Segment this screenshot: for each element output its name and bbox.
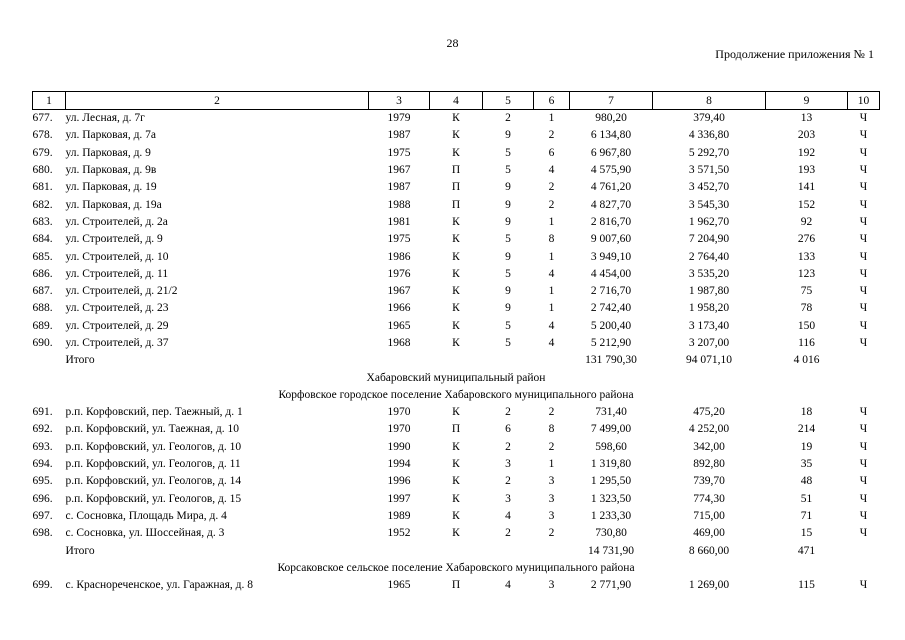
cell-wall-material: К xyxy=(452,492,460,505)
cell-total-area: 6 134,80 xyxy=(590,129,632,142)
cell-wall-material: П xyxy=(451,164,461,177)
cell-ownership: Ч xyxy=(859,337,868,349)
cell-living-area: 1 987,80 xyxy=(688,285,730,298)
cell-ownership: Ч xyxy=(859,579,868,592)
living-area-sum: 94 071,10 xyxy=(686,354,732,367)
cell-ownership: Ч xyxy=(859,285,868,298)
table-row xyxy=(33,456,880,473)
table-row xyxy=(33,231,880,248)
table-row xyxy=(33,145,880,162)
table-row xyxy=(33,508,880,525)
cell-row-number: 686. xyxy=(32,267,53,280)
cell-residents: 152 xyxy=(797,198,816,211)
cell-total-area: 2 716,70 xyxy=(590,285,632,298)
table-row xyxy=(33,127,880,144)
cell-entrances: 1 xyxy=(548,250,555,263)
cell-row-number: 698. xyxy=(32,527,53,540)
cell-empty xyxy=(33,542,66,559)
cell-total-area: 980,20 xyxy=(595,112,627,125)
cell-living-area: 1 962,70 xyxy=(688,215,730,228)
cell-floors: 5 xyxy=(505,267,511,280)
cell-wall-material: П xyxy=(451,181,461,194)
cell-residents: 123 xyxy=(797,267,816,280)
cell-wall-material: П xyxy=(451,579,461,592)
cell-floors: 4 xyxy=(505,509,511,522)
cell-total-area: 4 761,20 xyxy=(590,181,632,194)
cell-residents: 150 xyxy=(797,319,816,332)
cell-ownership: Ч xyxy=(859,475,868,488)
cell-total-area: 2 771,90 xyxy=(590,579,632,592)
cell-row-number: 682. xyxy=(32,198,53,211)
cell-empty xyxy=(483,542,534,559)
cell-year-built: 1979 xyxy=(387,112,411,125)
cell-address: ул. Строителей, д. 2а xyxy=(65,215,168,228)
cell-living-area: 3 571,50 xyxy=(688,164,730,177)
cell-entrances: 2 xyxy=(548,440,555,453)
cell-living-area: 7 204,90 xyxy=(688,233,730,246)
cell-living-area: 379,40 xyxy=(693,112,725,125)
cell-wall-material: К xyxy=(452,129,460,142)
section-heading-row xyxy=(33,560,880,577)
cell-wall-material: К xyxy=(452,146,460,159)
cell-address: ул. Парковая, д. 7а xyxy=(65,129,157,142)
cell-year-built: 1997 xyxy=(387,492,411,505)
cell-floors: 5 xyxy=(505,164,511,177)
column-header-9: 9 xyxy=(766,92,848,110)
cell-year-built: 1986 xyxy=(387,250,411,263)
cell-ownership: Ч xyxy=(859,509,868,522)
cell-entrances: 3 xyxy=(548,475,555,488)
cell-entrances: 1 xyxy=(548,215,555,228)
cell-floors: 9 xyxy=(505,129,511,142)
total-row xyxy=(33,352,880,369)
cell-residents: 203 xyxy=(797,129,816,142)
total-label: Итого xyxy=(65,354,95,367)
cell-wall-material: К xyxy=(452,250,460,263)
cell-address: ул. Строителей, д. 23 xyxy=(65,302,169,315)
table-row xyxy=(33,110,880,128)
cell-total-area: 1 295,50 xyxy=(590,475,632,488)
cell-year-built: 1968 xyxy=(387,337,411,349)
cell-wall-material: К xyxy=(452,406,460,419)
cell-row-number: 678. xyxy=(32,129,53,142)
cell-wall-material: К xyxy=(452,233,460,246)
cell-row-number: 685. xyxy=(32,250,53,263)
cell-wall-material: П xyxy=(451,423,461,436)
cell-year-built: 1990 xyxy=(387,440,411,453)
cell-entrances: 6 xyxy=(548,146,555,159)
table-row xyxy=(33,577,880,594)
cell-total-area: 731,40 xyxy=(595,406,627,419)
cell-total-area: 4 575,90 xyxy=(590,164,632,177)
cell-empty xyxy=(430,542,483,559)
cell-residents: 78 xyxy=(800,302,813,315)
cell-empty xyxy=(534,542,570,559)
cell-floors: 5 xyxy=(505,337,511,349)
cell-ownership: Ч xyxy=(859,181,868,194)
cell-floors: 5 xyxy=(505,319,511,332)
cell-living-area: 475,20 xyxy=(693,406,725,419)
cell-address: ул. Строителей, д. 21/2 xyxy=(65,285,178,298)
cell-year-built: 1967 xyxy=(387,285,411,298)
cell-entrances: 4 xyxy=(548,337,555,349)
section-heading: Корфовское городское поселение Хабаровского муниципального района xyxy=(278,388,634,401)
residents-sum: 471 xyxy=(797,544,816,557)
cell-living-area: 715,00 xyxy=(693,509,725,522)
cell-wall-material: К xyxy=(452,112,460,125)
cell-address: р.п. Корфовский, ул. Геологов, д. 10 xyxy=(65,440,242,453)
cell-empty xyxy=(430,352,483,369)
cell-residents: 193 xyxy=(797,164,816,177)
cell-residents: 51 xyxy=(800,492,813,505)
cell-row-number: 681. xyxy=(32,181,53,194)
cell-ownership: Ч xyxy=(859,112,868,125)
cell-year-built: 1987 xyxy=(387,181,411,194)
cell-entrances: 1 xyxy=(548,458,555,471)
cell-living-area: 469,00 xyxy=(693,527,725,540)
cell-ownership: Ч xyxy=(859,319,868,332)
cell-total-area: 598,60 xyxy=(595,440,627,453)
cell-living-area: 1 958,20 xyxy=(688,302,730,315)
cell-row-number: 689. xyxy=(32,319,53,332)
cell-ownership: Ч xyxy=(859,129,868,142)
cell-floors: 2 xyxy=(505,527,511,540)
cell-ownership: Ч xyxy=(859,267,868,280)
cell-residents: 75 xyxy=(800,285,813,298)
cell-total-area: 1 323,50 xyxy=(590,492,632,505)
cell-year-built: 1967 xyxy=(387,164,411,177)
column-header-10: 10 xyxy=(848,92,880,110)
cell-address: с. Сосновка, ул. Шоссейная, д. 3 xyxy=(65,527,225,540)
cell-residents: 13 xyxy=(800,112,813,125)
cell-wall-material: К xyxy=(452,509,460,522)
table-row xyxy=(33,214,880,231)
cell-empty xyxy=(369,352,430,369)
cell-living-area: 3 545,30 xyxy=(688,198,730,211)
cell-floors: 3 xyxy=(505,492,511,505)
cell-year-built: 1988 xyxy=(387,198,411,211)
cell-row-number: 684. xyxy=(32,233,53,246)
cell-residents: 133 xyxy=(797,250,816,263)
cell-floors: 9 xyxy=(505,181,511,194)
cell-residents: 192 xyxy=(797,146,816,159)
cell-total-area: 2 742,40 xyxy=(590,302,632,315)
cell-address: ул. Лесная, д. 7г xyxy=(65,112,145,125)
cell-year-built: 1996 xyxy=(387,475,411,488)
cell-year-built: 1970 xyxy=(387,406,411,419)
table-row xyxy=(33,179,880,196)
cell-wall-material: К xyxy=(452,285,460,298)
column-header-6: 6 xyxy=(534,92,570,110)
cell-living-area: 4 336,80 xyxy=(688,129,730,142)
table-row xyxy=(33,439,880,456)
cell-residents: 18 xyxy=(800,406,813,419)
table-row xyxy=(33,162,880,179)
cell-row-number: 694. xyxy=(32,458,53,471)
cell-ownership: Ч xyxy=(859,146,868,159)
column-header-2: 2 xyxy=(66,92,369,110)
table-row xyxy=(33,491,880,508)
cell-row-number: 683. xyxy=(32,215,53,228)
cell-entrances: 2 xyxy=(548,129,555,142)
cell-ownership: Ч xyxy=(859,406,868,419)
cell-ownership: Ч xyxy=(859,440,868,453)
cell-address: ул. Парковая, д. 19 xyxy=(65,181,157,194)
cell-row-number: 691. xyxy=(32,406,53,419)
cell-living-area: 3 207,00 xyxy=(688,337,730,349)
cell-residents: 35 xyxy=(800,458,813,471)
cell-living-area: 3 173,40 xyxy=(688,319,730,332)
cell-residents: 92 xyxy=(800,215,813,228)
cell-wall-material: К xyxy=(452,475,460,488)
cell-row-number: 697. xyxy=(32,509,53,522)
cell-entrances: 8 xyxy=(548,423,555,436)
cell-floors: 9 xyxy=(505,285,511,298)
cell-year-built: 1966 xyxy=(387,302,411,315)
cell-row-number: 679. xyxy=(32,146,53,159)
cell-year-built: 1976 xyxy=(387,267,411,280)
table-row xyxy=(33,404,880,421)
table-row xyxy=(33,421,880,438)
cell-floors: 2 xyxy=(505,112,511,125)
cell-address: ул. Парковая, д. 9в xyxy=(65,164,157,177)
cell-wall-material: К xyxy=(452,302,460,315)
cell-address: р.п. Корфовский, ул. Геологов, д. 15 xyxy=(65,492,242,505)
cell-address: ул. Парковая, д. 9 xyxy=(65,146,151,159)
total-label: Итого xyxy=(65,544,95,557)
cell-empty xyxy=(534,352,570,369)
cell-empty xyxy=(848,542,880,559)
table-row xyxy=(33,283,880,300)
cell-row-number: 688. xyxy=(32,302,53,315)
cell-wall-material: П xyxy=(451,198,461,211)
cell-address: ул. Парковая, д. 19а xyxy=(65,198,162,211)
cell-living-area: 3 452,70 xyxy=(688,181,730,194)
cell-year-built: 1965 xyxy=(387,579,411,592)
cell-floors: 2 xyxy=(505,406,511,419)
table-row xyxy=(33,318,880,335)
cell-row-number: 696. xyxy=(32,492,53,505)
cell-floors: 9 xyxy=(505,215,511,228)
cell-residents: 71 xyxy=(800,509,813,522)
cell-total-area: 5 200,40 xyxy=(590,319,632,332)
table-row xyxy=(33,525,880,542)
cell-year-built: 1970 xyxy=(387,423,411,436)
cell-total-area: 9 007,60 xyxy=(590,233,632,246)
cell-wall-material: К xyxy=(452,458,460,471)
table-row xyxy=(33,473,880,490)
residents-sum: 4 016 xyxy=(793,354,820,367)
cell-year-built: 1989 xyxy=(387,509,411,522)
cell-address: р.п. Корфовский, ул. Геологов, д. 11 xyxy=(65,458,241,471)
cell-total-area: 1 319,80 xyxy=(590,458,632,471)
cell-entrances: 4 xyxy=(548,267,555,280)
cell-floors: 9 xyxy=(505,198,511,211)
cell-total-area: 1 233,30 xyxy=(590,509,632,522)
cell-living-area: 3 535,20 xyxy=(688,267,730,280)
cell-wall-material: К xyxy=(452,527,460,540)
cell-entrances: 3 xyxy=(548,509,555,522)
cell-row-number: 693. xyxy=(32,440,53,453)
cell-year-built: 1987 xyxy=(387,129,411,142)
cell-address: ул. Строителей, д. 11 xyxy=(65,267,169,280)
cell-address: ул. Строителей, д. 37 xyxy=(65,337,169,349)
cell-total-area: 2 816,70 xyxy=(590,215,632,228)
section-heading: Корсаковское сельское поселение Хабаровского муниципального района xyxy=(277,561,635,574)
cell-entrances: 1 xyxy=(548,112,555,125)
column-header-7: 7 xyxy=(570,92,653,110)
cell-living-area: 2 764,40 xyxy=(688,250,730,263)
cell-empty xyxy=(33,352,66,369)
cell-living-area: 4 252,00 xyxy=(688,423,730,436)
cell-empty xyxy=(369,542,430,559)
cell-address: р.п. Корфовский, пер. Таежный, д. 1 xyxy=(65,406,243,419)
total-area-sum: 131 790,30 xyxy=(585,354,637,367)
cell-ownership: Ч xyxy=(859,302,868,315)
cell-row-number: 699. xyxy=(32,579,53,592)
cell-floors: 4 xyxy=(505,579,511,592)
table-row xyxy=(33,266,880,283)
cell-year-built: 1952 xyxy=(387,527,411,540)
column-header-8: 8 xyxy=(653,92,766,110)
cell-total-area: 4 454,00 xyxy=(590,267,632,280)
section-heading-row xyxy=(33,369,880,386)
cell-total-area: 5 212,90 xyxy=(590,337,632,349)
cell-ownership: Ч xyxy=(859,527,868,540)
cell-row-number: 692. xyxy=(32,423,53,436)
cell-floors: 3 xyxy=(505,458,511,471)
cell-entrances: 1 xyxy=(548,285,555,298)
cell-address: ул. Строителей, д. 10 xyxy=(65,250,169,263)
cell-wall-material: К xyxy=(452,267,460,280)
cell-address: р.п. Корфовский, ул. Геологов, д. 14 xyxy=(65,475,242,488)
column-number-header-row xyxy=(33,92,880,110)
cell-floors: 9 xyxy=(505,250,511,263)
living-area-sum: 8 660,00 xyxy=(688,544,730,557)
cell-ownership: Ч xyxy=(859,423,868,436)
cell-row-number: 677. xyxy=(32,112,53,125)
cell-entrances: 3 xyxy=(548,579,555,592)
cell-total-area: 4 827,70 xyxy=(590,198,632,211)
cell-ownership: Ч xyxy=(859,250,868,263)
cell-year-built: 1994 xyxy=(387,458,411,471)
cell-year-built: 1981 xyxy=(387,215,411,228)
cell-residents: 116 xyxy=(798,337,815,349)
housing-registry-table xyxy=(32,91,880,594)
cell-total-area: 7 499,00 xyxy=(590,423,632,436)
cell-wall-material: К xyxy=(452,337,460,349)
column-header-3: 3 xyxy=(369,92,430,110)
cell-residents: 48 xyxy=(800,475,813,488)
cell-address: р.п. Корфовский, ул. Таежная, д. 10 xyxy=(65,423,239,436)
cell-ownership: Ч xyxy=(859,233,868,246)
cell-row-number: 680. xyxy=(32,164,53,177)
table-row xyxy=(33,196,880,213)
cell-entrances: 2 xyxy=(548,406,555,419)
table-body xyxy=(33,110,880,595)
cell-living-area: 892,80 xyxy=(693,458,725,471)
cell-wall-material: К xyxy=(452,440,460,453)
cell-wall-material: К xyxy=(452,215,460,228)
cell-year-built: 1975 xyxy=(387,233,411,246)
cell-entrances: 4 xyxy=(548,319,555,332)
total-row xyxy=(33,542,880,559)
cell-residents: 15 xyxy=(800,527,813,540)
cell-floors: 2 xyxy=(505,440,511,453)
cell-floors: 6 xyxy=(505,423,511,436)
cell-row-number: 687. xyxy=(32,285,53,298)
column-header-4: 4 xyxy=(430,92,483,110)
cell-ownership: Ч xyxy=(859,492,868,505)
cell-total-area: 6 967,80 xyxy=(590,146,632,159)
section-heading-row xyxy=(33,387,880,404)
cell-residents: 214 xyxy=(797,423,816,436)
cell-living-area: 342,00 xyxy=(693,440,725,453)
cell-row-number: 690. xyxy=(32,337,53,349)
cell-floors: 9 xyxy=(505,302,511,315)
cell-floors: 5 xyxy=(505,146,511,159)
page-number: 28 xyxy=(446,36,459,50)
appendix-continuation-note: Продолжение приложения № 1 xyxy=(715,47,874,61)
cell-residents: 19 xyxy=(800,440,813,453)
cell-wall-material: К xyxy=(452,319,460,332)
cell-residents: 276 xyxy=(797,233,816,246)
cell-residents: 115 xyxy=(798,579,815,592)
cell-ownership: Ч xyxy=(859,215,868,228)
cell-entrances: 2 xyxy=(548,527,555,540)
cell-address: с. Краснореченское, ул. Гаражная, д. 8 xyxy=(65,579,253,592)
cell-living-area: 1 269,00 xyxy=(688,579,730,592)
cell-entrances: 2 xyxy=(548,198,555,211)
cell-living-area: 774,30 xyxy=(693,492,725,505)
cell-ownership: Ч xyxy=(859,164,868,177)
cell-ownership: Ч xyxy=(859,198,868,211)
table-row xyxy=(33,248,880,265)
section-heading: Хабаровский муниципальный район xyxy=(366,371,546,384)
total-area-sum: 14 731,90 xyxy=(588,544,634,557)
cell-year-built: 1965 xyxy=(387,319,411,332)
cell-residents: 141 xyxy=(797,181,816,194)
column-header-1: 1 xyxy=(33,92,66,110)
cell-ownership: Ч xyxy=(859,458,868,471)
cell-total-area: 730,80 xyxy=(595,527,627,540)
cell-entrances: 3 xyxy=(548,492,555,505)
cell-address: ул. Строителей, д. 29 xyxy=(65,319,169,332)
cell-empty xyxy=(848,352,880,369)
cell-empty xyxy=(483,352,534,369)
cell-row-number: 695. xyxy=(32,475,53,488)
cell-total-area: 3 949,10 xyxy=(590,250,632,263)
cell-floors: 5 xyxy=(505,233,511,246)
cell-floors: 2 xyxy=(505,475,511,488)
table-row xyxy=(33,300,880,317)
column-header-5: 5 xyxy=(483,92,534,110)
cell-address: ул. Строителей, д. 9 xyxy=(65,233,163,246)
cell-entrances: 4 xyxy=(548,164,555,177)
cell-year-built: 1975 xyxy=(387,146,411,159)
cell-living-area: 5 292,70 xyxy=(688,146,730,159)
cell-entrances: 1 xyxy=(548,302,555,315)
cell-entrances: 8 xyxy=(548,233,555,246)
cell-living-area: 739,70 xyxy=(693,475,725,488)
cell-address: с. Сосновка, Площадь Мира, д. 4 xyxy=(65,509,227,522)
table-row xyxy=(33,335,880,352)
cell-entrances: 2 xyxy=(548,181,555,194)
